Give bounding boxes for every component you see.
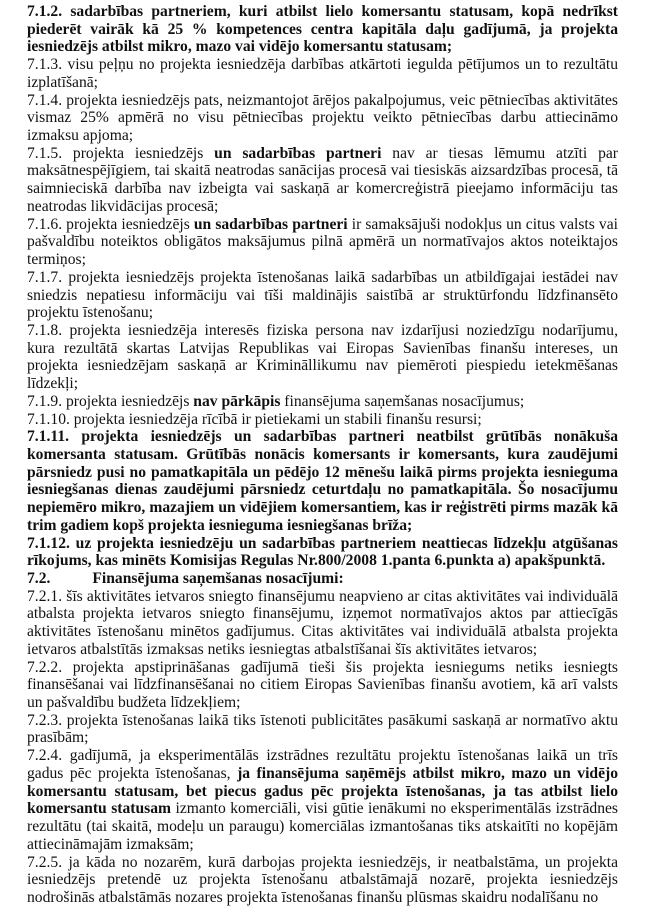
clause-paragraph	[27, 216, 618, 269]
bold-text: 7.1.11. projekta iesniedzējs un sadarbības partneri neatbilst grūtībās nonākuša komersanta statusam. Grūtībās nonācis komersants ir komersants, kura zaudējumi pārsniedz pusi no pamatkapitāla un pēdējo 12 mēnešu laikā pirms projekta iesnieguma iesniegšanas dienas zaudējumi pārsniedz ceturtdaļu no pamatkapitāla. Šo nosacījumu nepiemēro mikro, mazajiem un vidējiem komersantiem, kas ir reģistrēti pirms mazāk kā trim gadiem kopš projekta iesnieguma iesniegšanas brīža;	[27, 428, 618, 534]
text: 7.2.2. projekta apstiprināšanas gadījumā tieši šis projekta iesniegums netiks iesniegts finansēšanai vai līdzfinansēšanai no citiem Eiropas Savienības finanšu avotiem, kā arī valsts un pašvaldību budžeta līdzekļiem;	[27, 658, 618, 712]
clause-paragraph	[27, 535, 618, 570]
clause-paragraph	[27, 411, 618, 429]
text: izmanto komerciāli, visi gūtie ienākumi no eksperimentālās izstrādnes rezultātu (tai skaitā, modeļu un paraugu) komerciālas izmantošanas tiks atskaitīti no kopējām attiecināmajām izmaksām;	[27, 800, 618, 853]
clause-paragraph	[27, 854, 618, 907]
text: 7.2.1. šīs aktivitātes ietvaros sniegto finansējumu neapvieno ar citas aktivitātes vai individuālā atbalsta projekta ietvaros sniegto finansējumu, izņemot normatīvajos aktos par attiecīgās aktivitātes īstenošanu minētos gadījumus. Citas aktivitātes vai individuālā atbalsta projekta ietvaros atbalstītās izmaksas netiks iesniegtas atbalstīšanai šīs aktivitātes ietvaros;	[27, 587, 618, 658]
clause-paragraph	[27, 428, 618, 534]
text: nav ar tiesas lēmumu atzīti par maksātnespējīgiem, tai skaitā neatrodas sanācijas procesā vai tiesiskās aizsardzības procesā, tā saimnieciskā darbība nav izbeigta vai saskaņā ar komercreģistrā pieejamo informāciju tas neatrodas likvidācijas procesā;	[27, 144, 618, 215]
text: 7.1.3. visu peļņu no projekta iesniedzēja darbības atkārtoti iegulda pētījumos un to rezultātu izplatīšanā;	[27, 56, 618, 91]
clause-paragraph	[27, 56, 618, 91]
clause-paragraph	[27, 3, 618, 56]
text: 7.1.10. projekta iesniedzēja rīcībā ir pietiekami un stabili finanšu resursi;	[27, 410, 482, 428]
text: 7.1.9. projekta iesniedzējs	[27, 392, 194, 410]
text: 7.1.4. projekta iesniedzējs pats, neizmantojot ārējos pakalpojumus, veic pētniecības aktivitātes vismaz 25% apmērā no visu pētniecības projektu veikto pētniecības darbu attiecināmo izmaksu apjoma;	[27, 91, 618, 145]
clause-paragraph	[27, 659, 618, 712]
clause-paragraph	[27, 747, 618, 853]
bold-text: 7.2.	[27, 570, 51, 587]
text: 7.2.3. projekta īstenošanas laikā tiks īstenoti publicitātes pasākumi saskaņā ar normatīvo aktu prasībām;	[27, 711, 618, 747]
bold-text: un sadarbības partneri	[193, 215, 348, 233]
clause-paragraph	[27, 322, 618, 393]
clause-paragraph	[27, 393, 618, 411]
clause-paragraph	[27, 145, 618, 216]
text: 7.1.6. projekta iesniedzējs	[27, 215, 194, 233]
bold-text: ja finansējuma saņēmējs atbilst mikro, mazo un vidējo komersantu statusam, bet piecus gadus pēc projekta īstenošanas, ja tas atbilst lielo komersantu statusam	[27, 764, 618, 818]
text: finansējuma saņemšanas nosacījumus;	[280, 392, 525, 410]
text: 7.1.5. projekta iesniedzējs	[27, 144, 215, 162]
clause-paragraph	[27, 712, 618, 747]
text: ir samaksājuši nodokļus un citus valsts vai pašvaldību noteiktos obligātos maksājumus pilnā apmērā un normatīvajos aktos noteiktajos termiņos;	[27, 215, 618, 269]
text: 7.1.7. projekta iesniedzējs projekta īstenošanas laikā sadarbības un atbildīgajai iestādei nav sniedzis nepatiesu informāciju vai tīši maldinājis saistībā ar struktūrfondu līdzfinansēto projektu īstenošanu;	[27, 268, 618, 322]
text: 7.2.5. ja kāda no nozarēm, kurā darbojas projekta iesniedzējs, ir neatbalstāma, un projekta iesniedzējs pretendē uz projekta īstenošanu atbalstāmajā nozarē, projekta iesniedzējs nodrošinās atbalstāmās nozares projekta īstenošanas finanšu plūsmas skaidru nodalīšanu no	[27, 853, 618, 906]
bold-text: Finansējuma saņemšanas nosacījumi:	[92, 570, 344, 587]
bold-text: nav pārkāpis	[193, 392, 281, 410]
bold-text: 7.1.12. uz projekta iesniedzēju un sadarbības partneriem neattiecas līdzekļu atgūšanas rīkojums, kas minēts Komisijas Regulas Nr.800/2008 1.panta 6.punkta a) apakšpunktā.	[27, 534, 618, 570]
clause-paragraph	[27, 269, 618, 322]
text: 7.1.8. projekta iesniedzēja interesēs fiziska persona nav izdarījusi noziedzīgu nodarījumu, kura rezultātā skartas Latvijas Republikas vai Eiropas Savienības finanšu intereses, un projekta iesniedzējam saskaņā ar Krimināllikumu nav piemēroti piespiedu ietekmēšanas līdzekļi;	[27, 321, 618, 393]
clause-paragraph	[27, 588, 618, 659]
clause-paragraph	[27, 92, 618, 145]
document-page	[27, 3, 618, 907]
section-heading	[27, 570, 618, 588]
bold-text: 7.1.2. sadarbības partneriem, kuri atbilst lielo komersantu statusam, kopā nedrīkst piederēt vairāk kā 25 % kompetences centra kapitāla daļu gadījumā, ja projekta iesniedzējs atbilst mikro, mazo vai vidējo komersantu statusam;	[27, 3, 618, 56]
bold-text: un sadarbības partneri	[214, 144, 382, 162]
text: 7.2.4. gadījumā, ja eksperimentālās izstrādnes rezultātu projektu īstenošanas laikā un trīs gadus pēc projekta īstenošanas,	[27, 747, 618, 782]
